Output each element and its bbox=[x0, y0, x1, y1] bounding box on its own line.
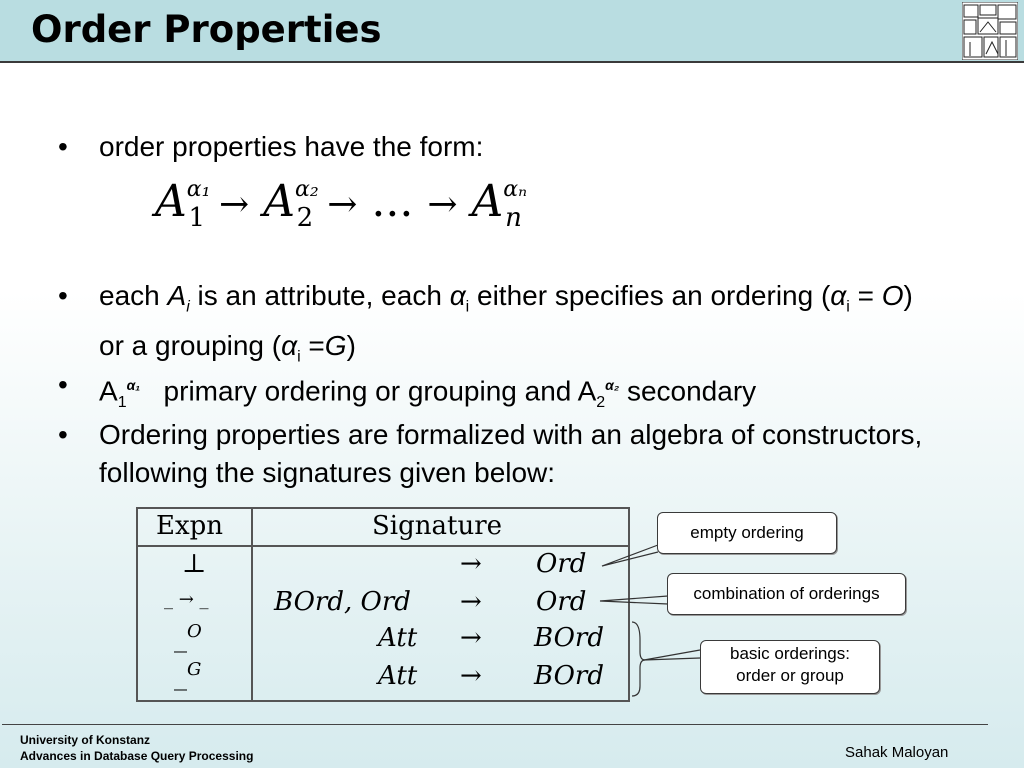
row-expn: _$^O$ bbox=[174, 621, 202, 654]
row-expn: _ → _ bbox=[164, 589, 209, 610]
order-property-formula: $A^{\alpha_1}_1 \to A^{\alpha_2}_2$ → ... → $A^{\alpha_n}_n$ bbox=[155, 176, 528, 233]
callout-basic-orderings bbox=[700, 640, 880, 694]
bullet-3-text: $A_1^{\alpha_1}$ primary ordering or grouping and $A_2^{\alpha_2}$ secondary bbox=[99, 375, 757, 411]
footer-course: Advances in Database Query Processing bbox=[20, 749, 254, 763]
row-arrow: → bbox=[460, 587, 482, 617]
callout-basic-line1: basic orderings: bbox=[729, 644, 850, 663]
row-arrow: → bbox=[460, 549, 482, 579]
bullet-dot: • bbox=[58, 369, 68, 400]
row-result: BOrd bbox=[534, 623, 604, 653]
bullet-dot: • bbox=[58, 280, 68, 311]
footer-left bbox=[20, 732, 253, 764]
callout-pointer bbox=[602, 545, 658, 566]
callout-empty-ordering: empty ordering bbox=[657, 512, 837, 554]
row-args: BOrd, Ord bbox=[274, 587, 411, 617]
callout-pointer bbox=[644, 650, 700, 660]
row-args: Att bbox=[378, 661, 418, 691]
row-result: BOrd bbox=[534, 661, 604, 691]
bullet-2-text: each $A_i$ is an attribute, each $\alpha_i$ either specifies an ordering $(\alpha_i = O)$ or a grouping $(\alpha_i =G)$ bbox=[99, 280, 913, 366]
footer-author: Sahak Maloyan bbox=[845, 744, 949, 761]
callout-pointer bbox=[600, 596, 668, 604]
row-args: Att bbox=[378, 623, 418, 653]
row-arrow: → bbox=[460, 623, 482, 653]
footer-university: University of Konstanz bbox=[20, 733, 151, 747]
bullet-dot: • bbox=[58, 419, 68, 450]
bullet-1-text: order properties have the form: bbox=[99, 131, 484, 162]
slide-title: Order Properties bbox=[31, 8, 382, 51]
brace-icon bbox=[632, 622, 645, 696]
footer-divider bbox=[2, 724, 988, 725]
row-result: Ord bbox=[536, 587, 587, 617]
callout-basic-line2: order or group bbox=[736, 666, 844, 685]
callout-combination: combination of orderings bbox=[667, 573, 906, 615]
bullet-4-text: Ordering properties are formalized with an algebra of constructors, following the signatures given below: bbox=[99, 419, 923, 488]
row-arrow: → bbox=[460, 661, 482, 691]
header-expn: Expn bbox=[156, 511, 224, 541]
bullet-dot: • bbox=[58, 131, 68, 162]
row-result: Ord bbox=[536, 549, 587, 579]
row-expn: ⊥ bbox=[182, 549, 207, 579]
row-expn: _$^G$ bbox=[174, 659, 202, 692]
header-signature: Signature bbox=[372, 511, 503, 541]
